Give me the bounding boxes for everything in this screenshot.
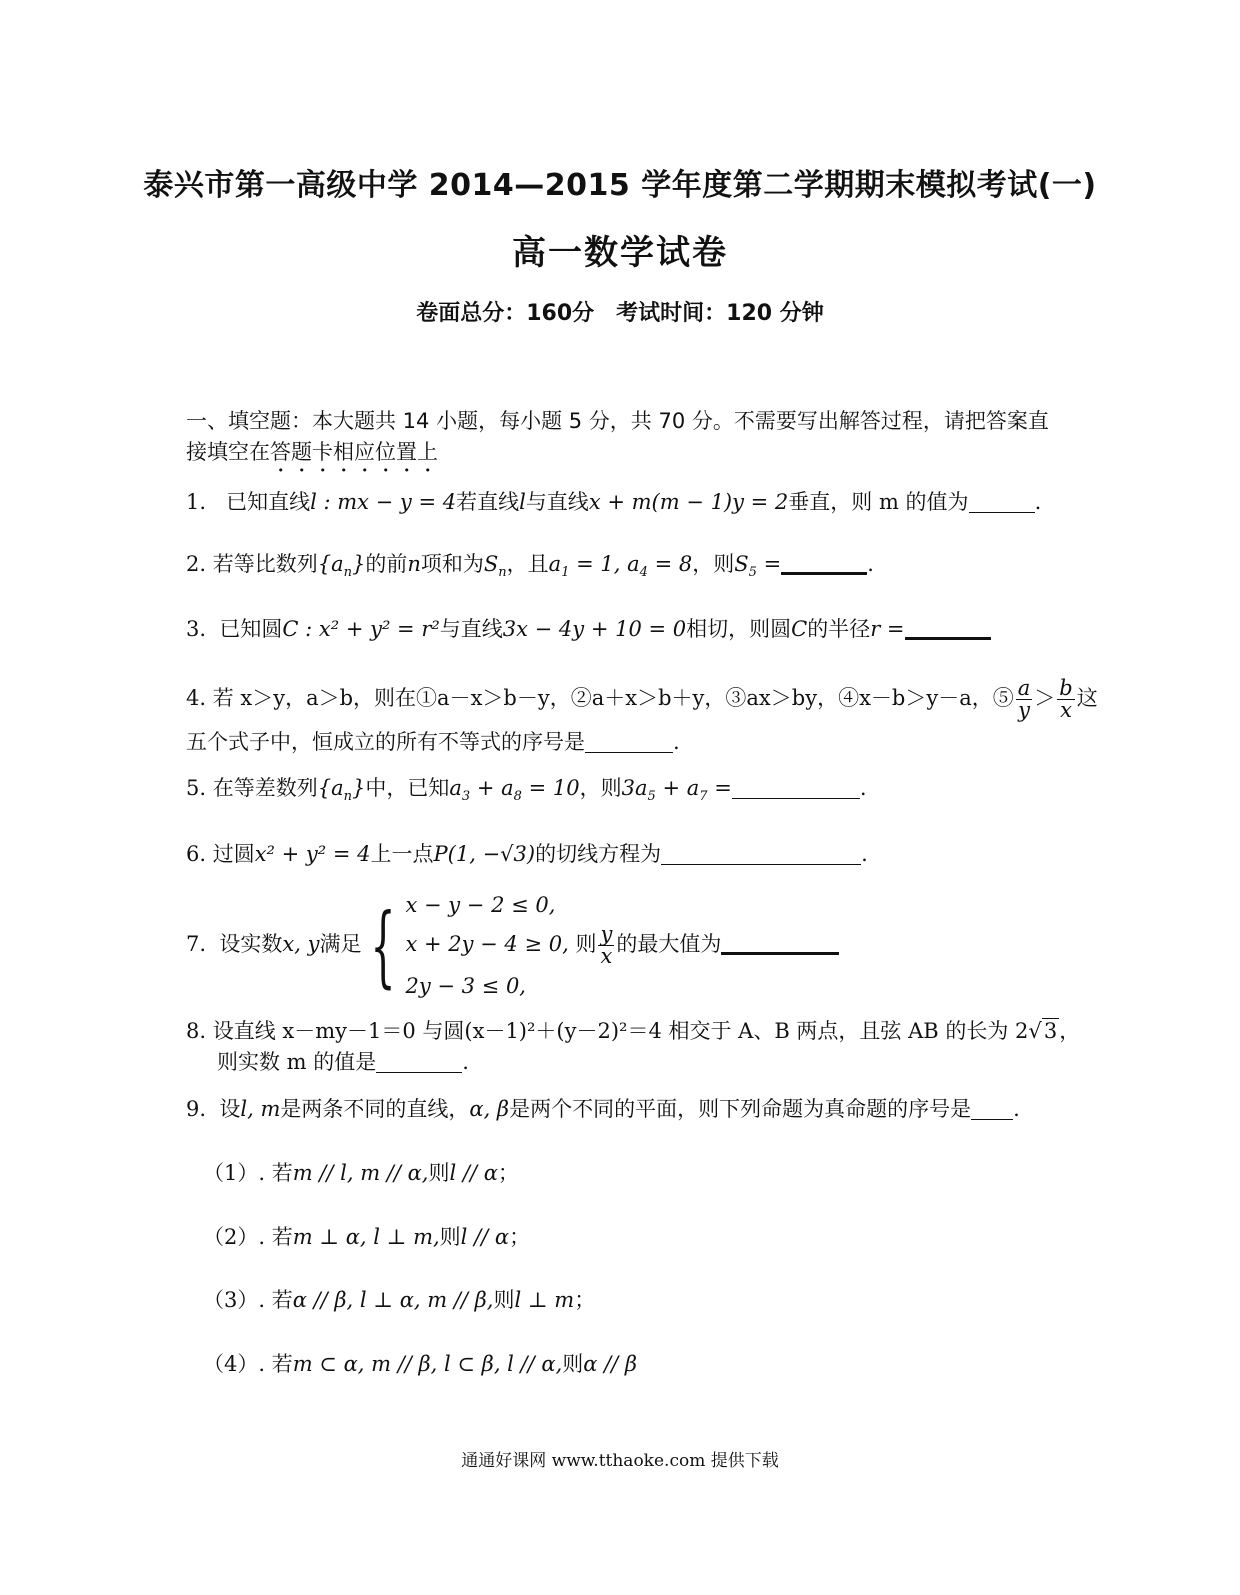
q9-option-4: （4）. 若m ⊂ α, m // β, l ⊂ β, l // α,则α // β — [203, 1352, 638, 1376]
answer-blank — [661, 843, 861, 865]
question-6: 6. 过圆x² + y² = 4上一点P(1, −√3)的切线方程为 . — [186, 842, 868, 866]
question-8: 8. 设直线 x－my－1＝0 与圆(x－1)²＋(y－2)²＝4 相交于 A、B 两点，且弦 AB 的长为 2√3， — [186, 1019, 1081, 1043]
exam-info: 卷面总分：160分 考试时间：120 分钟 — [416, 301, 824, 326]
answer-blank — [969, 491, 1035, 513]
system-brace: { — [370, 893, 397, 997]
question-9: 9. 设l, m是两条不同的直线，α, β是两个不同的平面，则下列命题为真命题的序号是 . — [186, 1097, 1020, 1121]
question-2: 2. 若等比数列$\{a_n\}$的前n项和为$S_n$，且$a_1 = 1$, $a_4 = 8$，则$S_5$ = . — [186, 552, 874, 580]
answer-blank — [781, 551, 867, 575]
answer-blank — [585, 731, 673, 753]
answer-blank — [376, 1051, 462, 1073]
question-5: 5. 在等差数列$\{a_n\}$中，已知$a_3 + a_8 = 10$，则$3a_5 + a_7$ = . — [186, 776, 867, 804]
question-4: 4. 若 x＞y，a＞b，则在①a－x＞b－y，②a＋x＞b＋y，③ax＞by，④x－b＞y－a，⑤ $\frac{a}{y}$ ＞ $\frac{b}{x}$ 这 — [186, 676, 1098, 722]
answer-blank — [971, 1098, 1013, 1120]
constraint-system: x − y − 2 ≤ 0, x + 2y − 4 ≥ 0, 则 $\frac{y}{x}$ 的最大值为 2y − 3 ≤ 0, — [405, 886, 839, 1005]
question-8-line2: 则实数 m 的值是 . — [217, 1050, 469, 1074]
section-intro-line1: 一、填空题：本大题共 14 小题，每小题 5 分，共 70 分。不需要写出解答过程，请把答案直 — [186, 409, 1049, 433]
question-1: 1. 已知直线l : mx − y = 4若直线l与直线x + m(m − 1)y = 2垂直，则 m 的值为 . — [186, 490, 1042, 514]
q9-option-1: （1）. 若m // l, m // α,则l // α； — [203, 1161, 519, 1185]
answer-blank — [732, 777, 860, 799]
answer-blank — [721, 931, 839, 955]
q9-option-3: （3）. 若α // β, l ⊥ α, m // β,则l ⊥ m； — [203, 1288, 596, 1312]
answer-blank — [905, 616, 991, 640]
question-4-line2: 五个式子中，恒成立的所有不等式的序号是 . — [186, 730, 680, 754]
section-intro-line2: 接填空在答题卡相应位置上 — [186, 440, 438, 464]
question-7: 7. 设实数x, y满足 { x − y − 2 ≤ 0, x + 2y − 4 ≥ 0, 则 $\frac{y}{x}$ 的最大值为 2y − 3 ≤ 0, — [186, 886, 839, 1005]
q9-option-2: （2）. 若m ⊥ α, l ⊥ m,则l // α； — [203, 1225, 531, 1249]
exam-title: 泰兴市第一高级中学 2014—2015 学年度第二学期期末模拟考试(一) — [143, 168, 1097, 203]
exam-subtitle: 高一数学试卷 — [512, 233, 728, 273]
footer-watermark: 通通好课网 www.tthaoke.com 提供下载 — [461, 1451, 779, 1471]
question-3: 3. 已知圆C : x² + y² = r²与直线3x − 4y + 10 = 0相切，则圆C的半径r = — [186, 613, 991, 643]
